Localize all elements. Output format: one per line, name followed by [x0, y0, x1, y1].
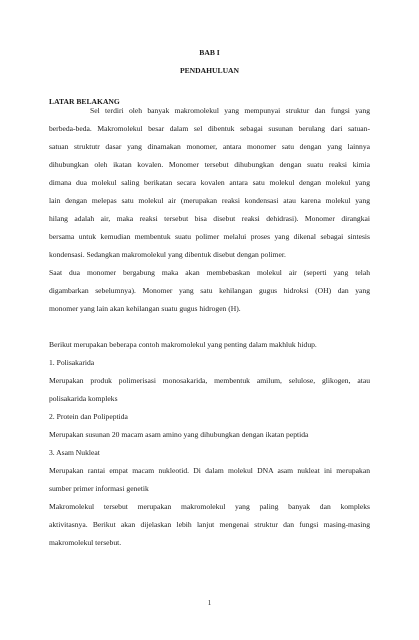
closing-paragraph-line: Makromolekul tersebut merupakan makromolekul yang paling banyak dan kompleks — [49, 502, 370, 511]
paragraph-1-line: dimana dua molekul saling berikatan secara kovalen antara satu molekul dengan molekul yang — [49, 178, 370, 187]
list-item-text: polisakarida kompleks — [49, 394, 118, 403]
page-number: 1 — [207, 599, 212, 607]
paragraph-2-line: monomer yang lain akan kehilangan suatu gugus hidrogen (H). — [49, 304, 241, 313]
paragraph-1-line: hilang adalah air, maka reaksi tersebut bisa disebut reaksi dehidrasi). Monomer dirangkai — [49, 214, 370, 223]
paragraph-1-line: dihubungkan oleh ikatan kovalen. Monomer tersebut dihubungkan dengan suatu reaksi kimia — [49, 160, 370, 169]
chapter-title: PENDAHULUAN — [179, 66, 240, 75]
closing-paragraph-line: aktivitasnya. Berikut akan dijelaskan lebih lanjut mengenai struktur dan fungsi masing-masing — [49, 520, 370, 529]
list-item-text: Merupakan rantai empat macam nukleotid. Di dalam molekul DNA asam nukleat ini merupakan — [49, 466, 370, 475]
list-item-label: 2. Protein dan Polipeptida — [49, 412, 128, 421]
paragraph-1-line: satuan struktutr dasar yang dinamakan monomer, antara monomer satu dengan yang lainnya — [49, 142, 370, 151]
chapter-number: BAB I — [199, 48, 220, 57]
paragraph-1-line: bersama untuk kemudian membentuk suatu polimer melalui proses yang dikenal sebagai sintesis — [49, 232, 370, 241]
paragraph-1-line: kondensasi. Sedangkan makromolekul yang dibentuk disebut dengan polimer. — [49, 250, 286, 259]
paragraph-1-line: lain dengan melepas satu molekul air (merupakan reaksi kondensasi atau karena molekul yang — [49, 196, 370, 205]
section-heading: LATAR BELAKANG — [49, 97, 120, 106]
paragraph-2-line: Saat dua monomer bergabung maka akan membebaskan molekul air (seperti yang telah — [49, 268, 370, 277]
list-item-label: 1. Polisakarida — [49, 358, 95, 367]
paragraph-2-line: digambarkan sebelumnya). Monomer yang satu kehilangan gugus hidroksi (OH) dan yang — [49, 286, 370, 295]
list-item-text: Merupakan susunan 20 macam asam amino yang dihubungkan dengan ikatan peptida — [49, 430, 309, 439]
list-item-text: Merupakan produk polimerisasi monosakarida, membentuk amilum, selulose, glikogen, atau — [49, 376, 370, 385]
closing-paragraph-line: makromolekul tersebut. — [49, 538, 122, 547]
paragraph-1-line: Sel terdiri oleh banyak makromolekul yang mempunyai struktur dan fungsi yang — [90, 106, 370, 115]
list-item-text: sumber primer informasi genetik — [49, 484, 149, 493]
paragraph-1-line: berbeda-beda. Makromolekul besar dalam sel dibentuk sebagai susunan berulang dari satuan- — [49, 124, 370, 133]
list-item-label: 3. Asam Nukleat — [49, 448, 100, 457]
list-intro: Berikut merupakan beberapa contoh makromolekul yang penting dalam makhluk hidup. — [49, 340, 317, 349]
